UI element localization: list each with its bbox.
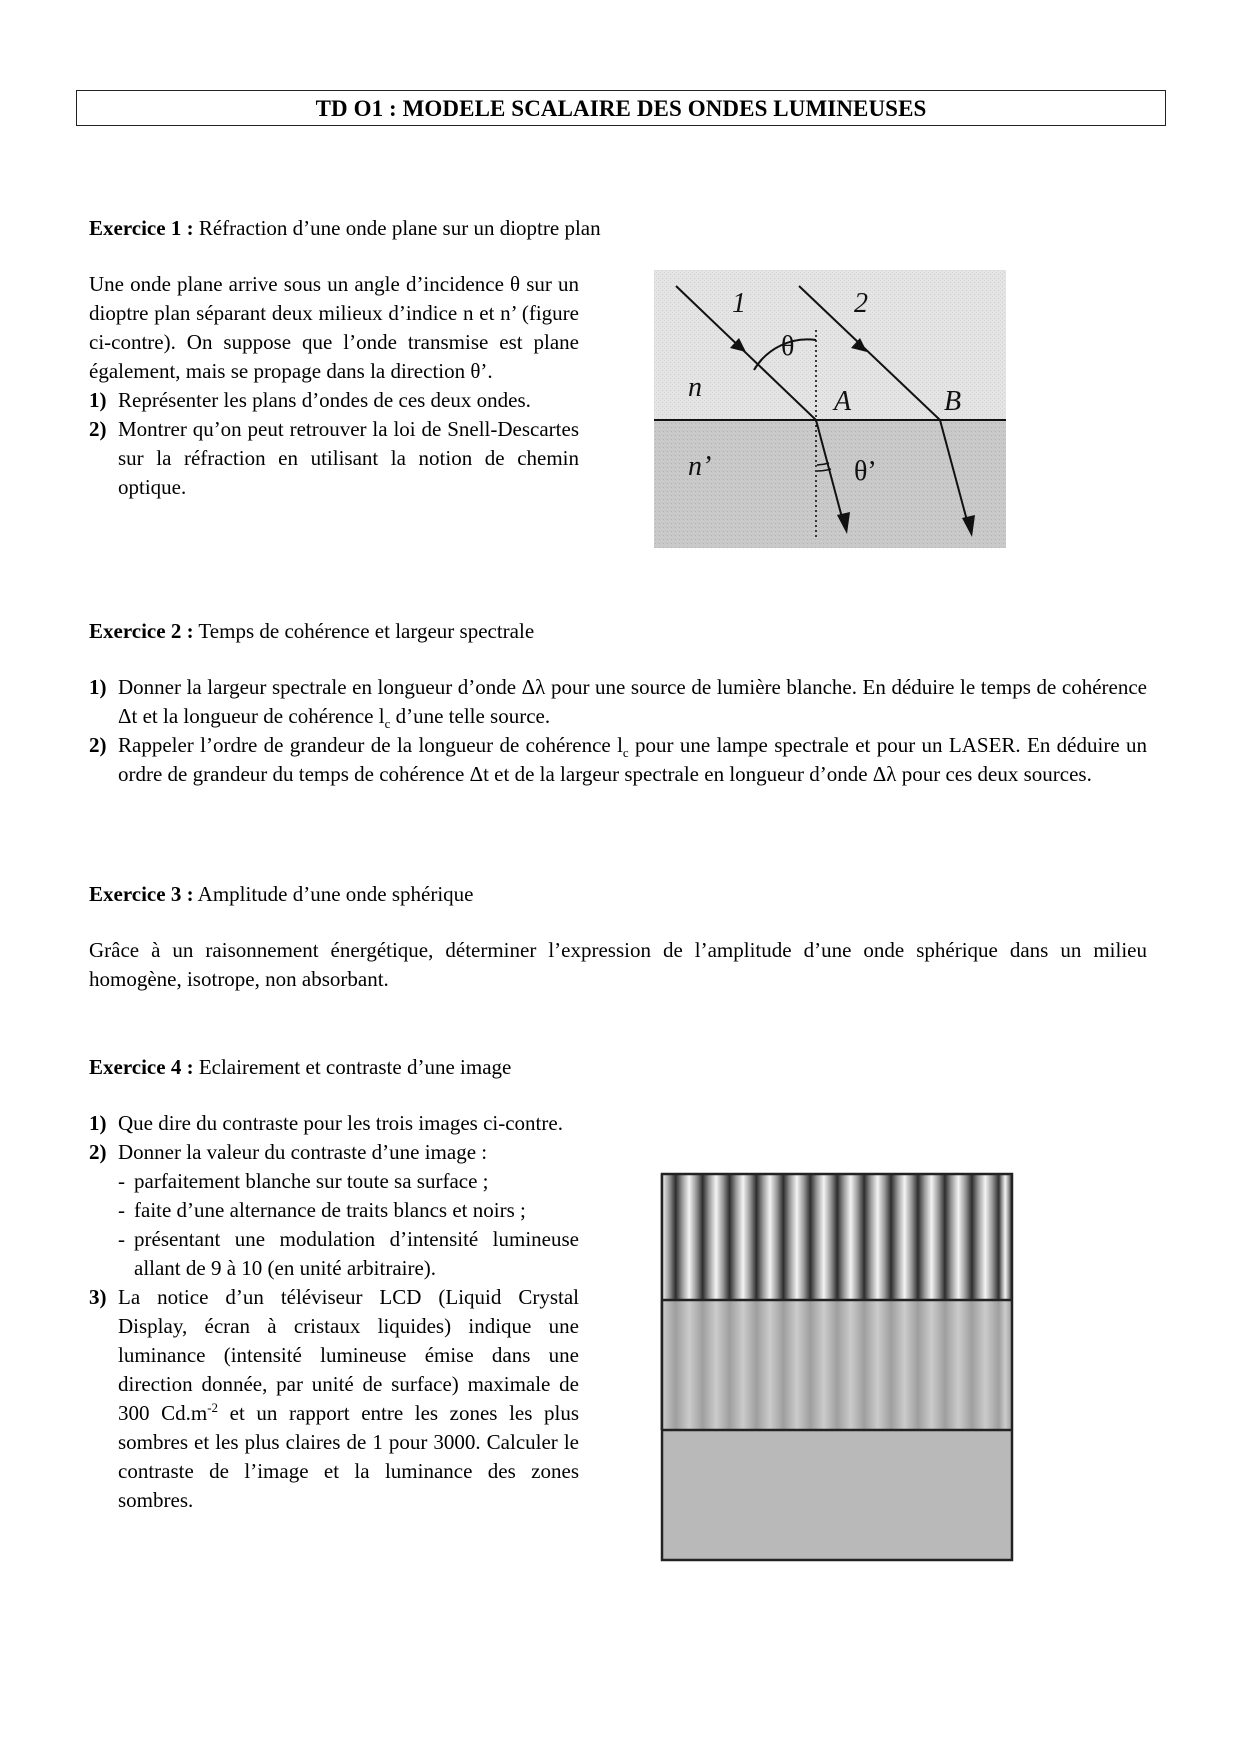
question-number: 2) (89, 1140, 107, 1164)
fringe-stripe (783, 1174, 810, 1300)
exercise-2-body (89, 673, 1147, 789)
superscript: -2 (207, 1400, 219, 1415)
fringe-stripe (810, 1300, 837, 1430)
exercise-1-question-2 (89, 415, 579, 502)
fringe-stripe (891, 1300, 918, 1430)
exercise-2-title: Temps de cohérence et largeur spectrale (193, 619, 535, 643)
question-text: Représenter les plans d’ondes de ces deux ondes. (118, 388, 531, 412)
exercise-3-heading (89, 880, 474, 909)
exercise-1-question-1 (89, 386, 579, 415)
exercise-2-question-1 (89, 673, 1147, 731)
question-text: Montrer qu’on peut retrouver la loi de Snell-Descartes sur la réfraction en utilisant la notion de chemin optique. (118, 417, 579, 499)
question-text: pour une lampe spectrale et pour un LASER. En déduire un ordre de grandeur du temps de cohérence Δt et de la largeur spectrale en longueur d’onde Δλ pour ces deux sources. (118, 733, 1147, 786)
fringe-stripe (756, 1300, 783, 1430)
exercise-3-body: Grâce à un raisonnement énergétique, déterminer l’expression de l’amplitude d’une onde sphérique dans un milieu homogène, isotrope, non absorbant. (89, 938, 1147, 991)
exercise-4-question-3 (89, 1283, 579, 1515)
exercise-4-title: Eclairement et contraste d’une image (193, 1055, 512, 1079)
exercise-2-label: Exercice 2 : (89, 619, 194, 643)
question-number: 3) (89, 1285, 107, 1309)
fringe-stripe (999, 1300, 1012, 1430)
fringe-stripe (675, 1300, 702, 1430)
question-text: Donner la largeur spectrale en longueur d’onde Δλ pour une source de lumière blanche. En déduire le temps de cohérence Δt et la longueur de cohérence l (118, 675, 1147, 728)
fringe-stripe (783, 1300, 810, 1430)
contrast-figure (660, 1170, 1015, 1565)
fringe-stripe (729, 1174, 756, 1300)
fringe-stripe (864, 1300, 891, 1430)
exercise-4-body (89, 1109, 579, 1515)
fringe-stripe (702, 1300, 729, 1430)
fringe-stripe (810, 1174, 837, 1300)
exercise-1-label: Exercice 1 : (89, 216, 194, 240)
exercise-4-label: Exercice 4 : (89, 1055, 194, 1079)
subscript: c (622, 745, 629, 761)
fringe-stripe (675, 1174, 702, 1300)
fringe-stripe (945, 1300, 972, 1430)
bullet-text: parfaitement blanche sur toute sa surface ; (134, 1169, 489, 1193)
fringe-stripe (918, 1300, 945, 1430)
point-b-label: B (944, 386, 962, 417)
panel-low-contrast (660, 1300, 1012, 1430)
fringe-stripe (972, 1174, 999, 1300)
fringe-stripe (837, 1174, 864, 1300)
bullet-item: - présentant une modulation d’intensité lumineuse allant de 9 à 10 (en unité arbitraire). (118, 1227, 579, 1280)
exercise-1-intro: Une onde plane arrive sous un angle d’incidence θ sur un dioptre plan séparant deux milieux d’indice n et n’ (figure ci-contre). On suppose que l’onde transmise est plane également, mais se propage dans la direction θ’. (89, 272, 579, 383)
fringe-stripe (837, 1300, 864, 1430)
refraction-figure (654, 270, 1006, 548)
question-number: 2) (89, 417, 107, 441)
fringe-stripe (918, 1174, 945, 1300)
bullet-text: faite d’une alternance de traits blancs et noirs ; (134, 1198, 526, 1222)
exercise-2-question-2 (89, 731, 1147, 789)
medium-2-region (654, 420, 1006, 548)
fringe-stripe (999, 1174, 1012, 1300)
fringe-stripe (864, 1174, 891, 1300)
bullet-item: - faite d’une alternance de traits blancs et noirs ; (118, 1198, 526, 1222)
medium-1-label: n (688, 372, 702, 403)
exercise-4-heading (89, 1053, 511, 1082)
ray-2-label: 2 (854, 288, 868, 319)
question-number: 2) (89, 733, 107, 757)
fringe-stripe (729, 1300, 756, 1430)
question-number: 1) (89, 675, 107, 699)
ray-1-label: 1 (732, 288, 746, 319)
exercise-1-body (89, 270, 579, 502)
question-text: Que dire du contraste pour les trois images ci-contre. (118, 1111, 563, 1135)
fringe-stripe (972, 1300, 999, 1430)
question-text: et un rapport entre les zones les plus sombres et les plus claires de 1 pour 3000. Calculer le contraste de l’image et la luminance des zones sombres. (118, 1401, 579, 1512)
exercise-2-heading (89, 617, 534, 646)
exercise-3-title: Amplitude d’une onde sphérique (193, 882, 474, 906)
question-text: d’une telle source. (390, 704, 551, 728)
panel-high-contrast (660, 1174, 1012, 1300)
subscript: c (384, 716, 391, 732)
document-title-text: TD O1 : MODELE SCALAIRE DES ONDES LUMINEUSES (315, 95, 927, 121)
point-a-label: A (834, 386, 852, 417)
fringe-stripe (702, 1174, 729, 1300)
question-number: 1) (89, 388, 107, 412)
question-text: Donner la valeur du contraste d’une image : (118, 1140, 488, 1164)
document-title (76, 90, 1166, 126)
fringe-stripe (756, 1174, 783, 1300)
exercise-1-heading (89, 214, 601, 243)
exercise-1-title: Réfraction d’une onde plane sur un dioptre plan (193, 216, 601, 240)
exercise-4-question-1 (89, 1109, 579, 1138)
theta-label: θ (781, 331, 795, 362)
exercise-3-label: Exercice 3 : (89, 882, 194, 906)
exercise-4-question-2 (89, 1138, 579, 1167)
fringe-stripe (891, 1174, 918, 1300)
panel-uniform (662, 1430, 1012, 1560)
question-number: 1) (89, 1111, 107, 1135)
bullet-text: présentant une modulation d’intensité lumineuse allant de 9 à 10 (en unité arbitraire). (134, 1227, 579, 1280)
question-text: La notice d’un téléviseur LCD (Liquid Crystal Display, écran à cristaux liquides) indique une luminance (intensité lumineuse émise dans une direction donnée, par unité de surface) maximale de 300 Cd.m (118, 1285, 579, 1425)
fringe-stripe (945, 1174, 972, 1300)
medium-2-label: n’ (688, 451, 712, 482)
question-text: Rappeler l’ordre de grandeur de la longueur de cohérence l (118, 733, 623, 757)
bullet-item: - parfaitement blanche sur toute sa surface ; (118, 1169, 489, 1193)
theta-prime-label: θ’ (854, 456, 877, 487)
